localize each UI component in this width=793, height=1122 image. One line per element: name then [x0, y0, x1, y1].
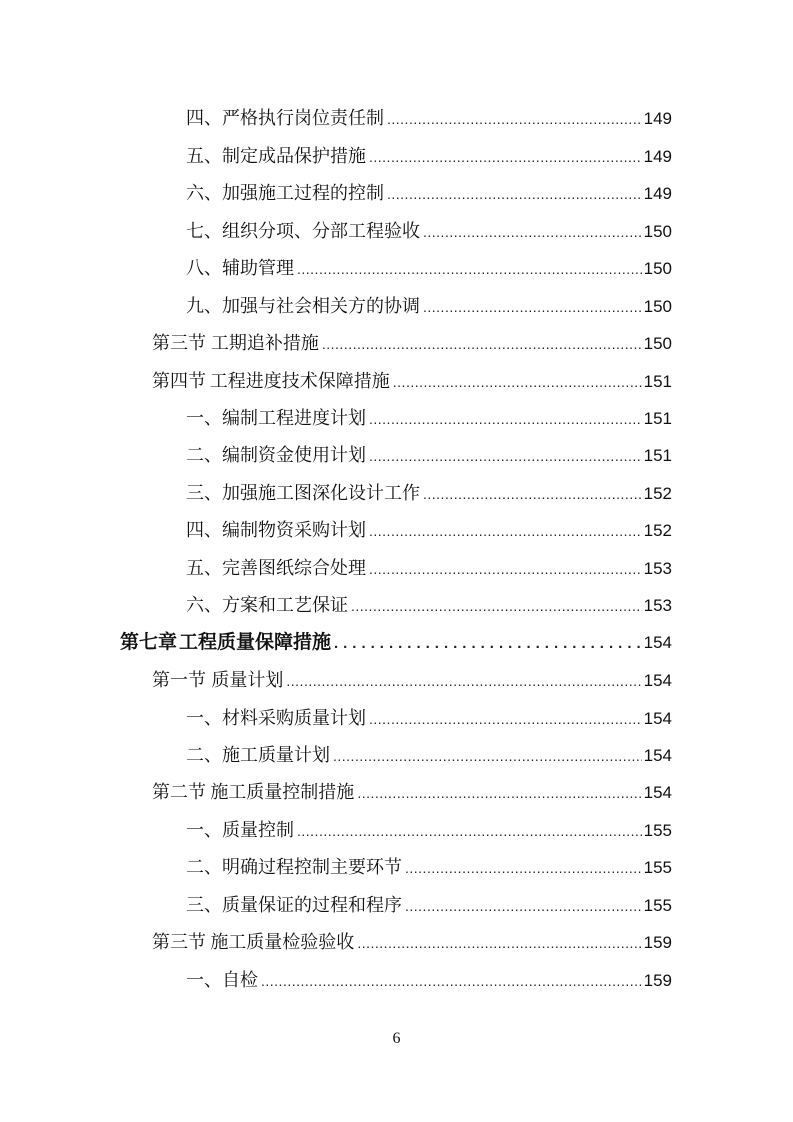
- leader-dots: [405, 853, 642, 883]
- toc-entry-page: 155: [643, 821, 672, 840]
- toc-entry[interactable]: [152, 927, 672, 957]
- leader-dots: [351, 591, 642, 621]
- toc-entry-title: 加强与社会相关方的协调: [222, 296, 420, 316]
- toc-entry-page: 159: [643, 971, 672, 990]
- toc-entry-number: 八、: [186, 258, 222, 278]
- toc-entry-number: 九、: [186, 296, 222, 316]
- toc-entry-page: 149: [643, 147, 672, 166]
- toc-entry-number: 一、: [186, 970, 222, 990]
- toc-entry-number: 三、: [186, 483, 222, 503]
- leader-dots: [357, 928, 641, 958]
- leader-dots: [369, 554, 642, 584]
- toc-entry-title: 编制工程进度计划: [222, 408, 366, 428]
- leader-dots: [387, 104, 642, 134]
- toc-entry-number: 四、: [186, 520, 222, 540]
- toc-entry[interactable]: [186, 553, 672, 583]
- toc-entry[interactable]: [186, 216, 672, 246]
- toc-entry[interactable]: [152, 328, 672, 358]
- leader-dots: [423, 292, 642, 322]
- toc-entry-title: 编制资金使用计划: [222, 445, 366, 465]
- page-number: 6: [392, 1030, 401, 1047]
- leader-dots: [369, 142, 642, 172]
- toc-entry-number: 二、: [186, 745, 222, 765]
- toc-entry-title: 完善图纸综合处理: [222, 558, 366, 578]
- leader-dots: [423, 217, 642, 247]
- toc-entry[interactable]: [186, 590, 672, 620]
- toc-entry-number: 五、: [186, 558, 222, 578]
- toc-entry-title: 加强施工过程的控制: [222, 183, 384, 203]
- toc-entry-page: 150: [643, 222, 672, 241]
- toc-entry[interactable]: [152, 366, 672, 396]
- toc-entry[interactable]: [152, 665, 672, 695]
- toc-entry-number: 二、: [186, 445, 222, 465]
- leader-dots: [393, 367, 642, 397]
- toc-entry-title: 明确过程控制主要环节: [222, 857, 402, 877]
- toc-entry-title: 工程质量保障措施: [178, 632, 331, 653]
- leader-dots: [357, 778, 641, 808]
- toc-entry-page: 159: [643, 933, 672, 952]
- toc-entry-page: 150: [643, 334, 672, 353]
- toc-entry-page: 155: [643, 858, 672, 877]
- toc-entry-page: 149: [643, 184, 672, 203]
- toc-entry-title: 编制物资采购计划: [222, 520, 366, 540]
- toc-entry-page: 150: [643, 297, 672, 316]
- toc-entry-title: 质量计划: [211, 670, 284, 690]
- toc-entry[interactable]: [186, 403, 672, 433]
- toc-entry-title: 施工质量检验验收: [210, 932, 355, 952]
- toc-entry[interactable]: [186, 478, 672, 508]
- leader-dots: [286, 666, 641, 696]
- toc-entry[interactable]: [186, 141, 672, 171]
- toc-entry-page: 152: [643, 484, 672, 503]
- toc-entry-title: 工程进度技术保障措施: [209, 371, 390, 391]
- toc-entry[interactable]: [186, 291, 672, 321]
- toc-entry-title: 自检: [222, 970, 258, 990]
- toc-entry-number: 第四节: [152, 371, 206, 391]
- leader-dots: [261, 966, 642, 996]
- leader-dots: [387, 179, 642, 209]
- toc-entry[interactable]: [186, 815, 672, 845]
- toc-entry-number: 第三节: [152, 333, 206, 353]
- toc-entry-page: 151: [643, 372, 672, 391]
- leader-dots: [369, 404, 642, 434]
- toc-entry-page: 155: [643, 896, 672, 915]
- toc-entry-number: 六、: [186, 183, 222, 203]
- toc-entry-title: 制定成品保护措施: [222, 146, 366, 166]
- toc-entry-title: 材料采购质量计划: [222, 708, 366, 728]
- toc-entry[interactable]: [186, 440, 672, 470]
- leader-dots: [369, 441, 642, 471]
- toc-entry-page: 151: [643, 409, 672, 428]
- toc-entry[interactable]: [186, 890, 672, 920]
- toc-entry-title: 施工质量计划: [222, 745, 330, 765]
- toc-entry-page: 154: [643, 671, 672, 690]
- toc-entry-number: 四、: [186, 108, 222, 128]
- leader-dots: [369, 516, 642, 546]
- toc-entry-title: 施工质量控制措施: [210, 782, 355, 802]
- toc-entry-number: 一、: [186, 820, 222, 840]
- leader-dots: [334, 629, 642, 659]
- toc-entry[interactable]: [152, 777, 672, 807]
- toc-chapter-entry[interactable]: [120, 628, 672, 658]
- leader-dots: [322, 329, 642, 359]
- leader-dots: [297, 816, 642, 846]
- leader-dots: [297, 254, 642, 284]
- toc-entry-number: 五、: [186, 146, 222, 166]
- toc-entry-title: 工期追补措施: [210, 333, 319, 353]
- toc-entry-number: 二、: [186, 857, 222, 877]
- toc-entry[interactable]: [186, 515, 672, 545]
- toc-entry[interactable]: [186, 852, 672, 882]
- toc-entry-page: 154: [643, 633, 672, 652]
- toc-entry-number: 第二节: [152, 782, 206, 802]
- toc-entry-number: 第一节: [152, 670, 206, 690]
- leader-dots: [333, 741, 642, 771]
- toc-entry[interactable]: [186, 703, 672, 733]
- leader-dots: [369, 704, 642, 734]
- toc-entry-page: 154: [643, 746, 672, 765]
- toc-entry[interactable]: [186, 965, 672, 995]
- toc-entry[interactable]: [186, 103, 672, 133]
- toc-entry-page: 154: [643, 783, 672, 802]
- toc-entry-number: 一、: [186, 408, 222, 428]
- toc-entry-page: 154: [643, 709, 672, 728]
- toc-entry-page: 149: [643, 109, 672, 128]
- toc-entry-title: 质量控制: [222, 820, 294, 840]
- toc-entry-title: 质量保证的过程和程序: [222, 895, 402, 915]
- toc-entry-number: 第七章: [120, 632, 178, 653]
- toc-entry-page: 152: [643, 521, 672, 540]
- toc-entry-title: 加强施工图深化设计工作: [222, 483, 420, 503]
- toc-entry-title: 组织分项、分部工程验收: [222, 221, 420, 241]
- toc-entry[interactable]: [186, 178, 672, 208]
- leader-dots: [423, 479, 642, 509]
- toc-entry-page: 151: [643, 446, 672, 465]
- toc-entry-number: 六、: [186, 595, 222, 615]
- toc-entry[interactable]: [186, 253, 672, 283]
- toc-entry-page: 150: [643, 259, 672, 278]
- toc-entry-page: 153: [643, 559, 672, 578]
- toc-entry-title: 严格执行岗位责任制: [222, 108, 384, 128]
- toc-entry-number: 一、: [186, 708, 222, 728]
- leader-dots: [405, 891, 642, 921]
- toc-entry-number: 第三节: [152, 932, 206, 952]
- toc-entry[interactable]: [186, 740, 672, 770]
- toc-entry-number: 三、: [186, 895, 222, 915]
- toc-entry-page: 153: [643, 596, 672, 615]
- toc-entry-title: 方案和工艺保证: [222, 595, 348, 615]
- toc-entry-title: 辅助管理: [222, 258, 294, 278]
- toc-entry-number: 七、: [186, 221, 222, 241]
